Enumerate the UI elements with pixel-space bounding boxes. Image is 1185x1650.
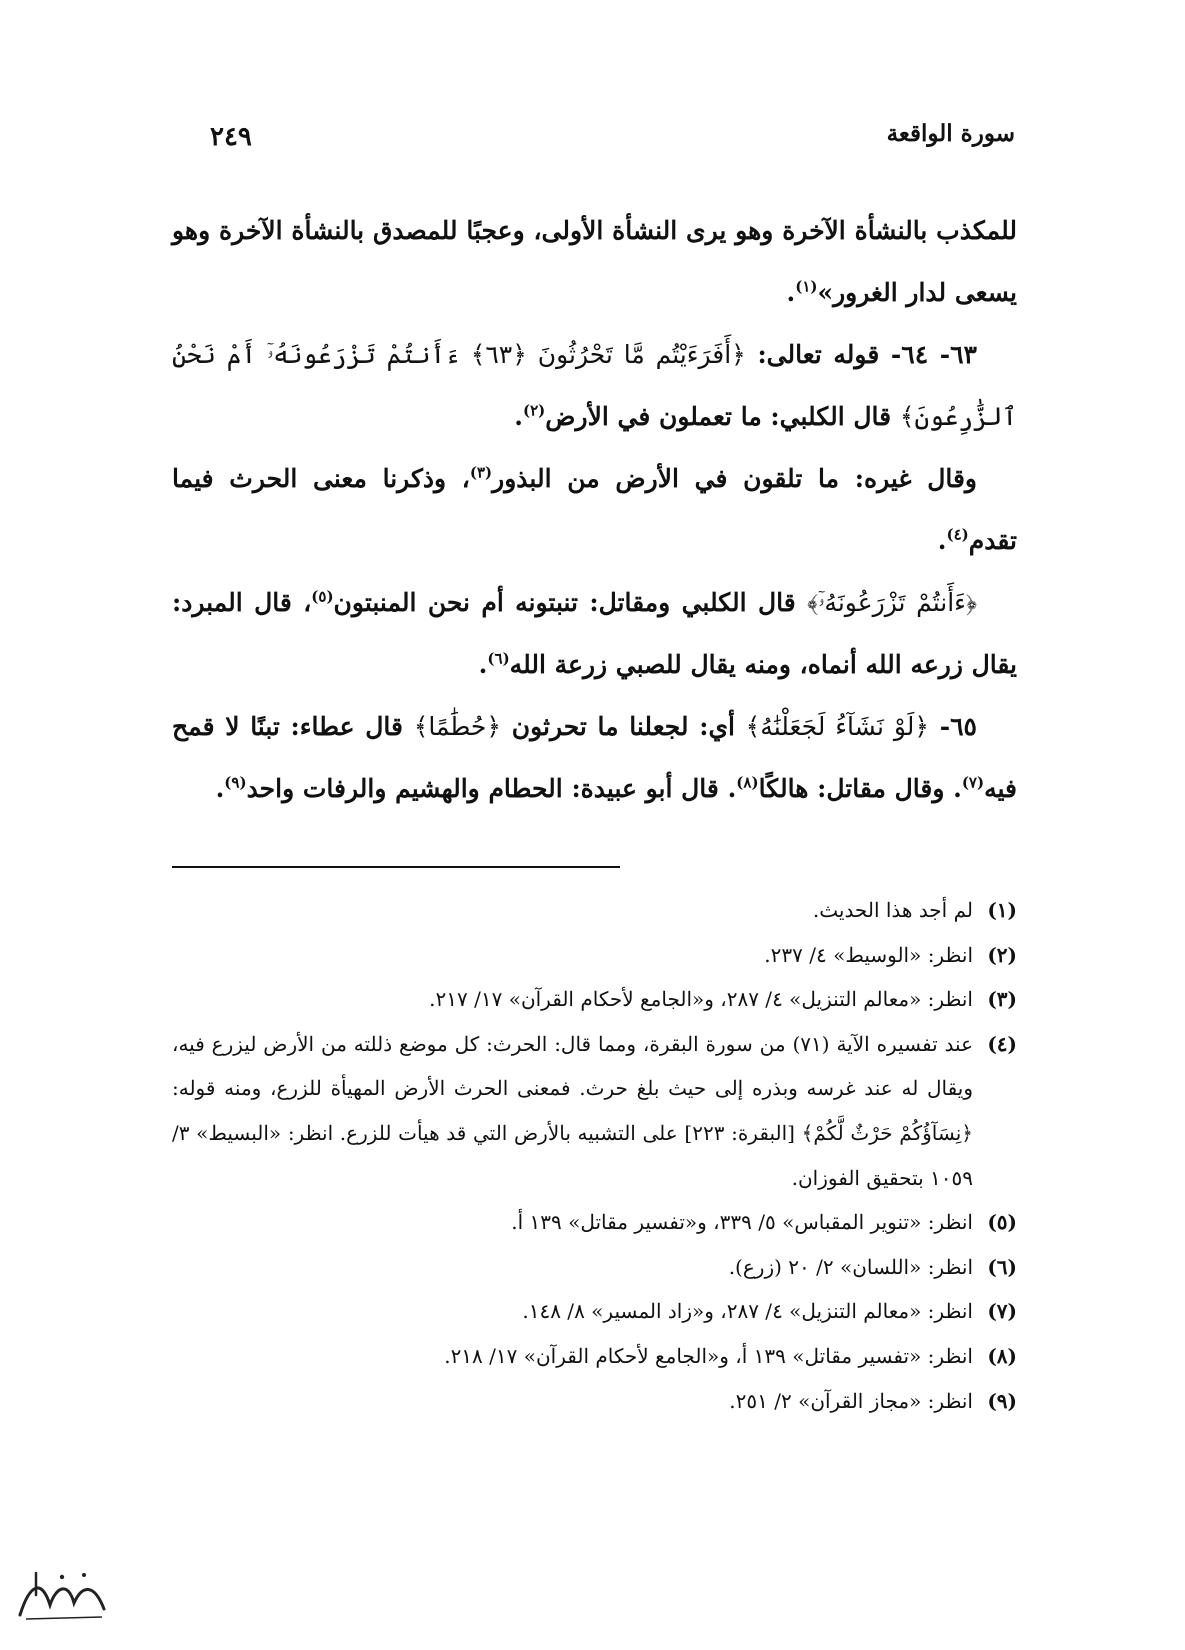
paragraph-5: ٦٥- ﴿لَوْ نَشَآءُ لَجَعَلْنَٰهُ﴾ أي: لجعلنا ما تحرثون ﴿حُطَٰمًا﴾ قال عطاء: تبنًا لا قمح فيه$^{(٧)}$. وقال مقاتل: هالكًا$^{(٨)}$. قال أبو عبيدة: الحطام والهشيم والرفات واحد$^{(٩)}$.	[172, 712, 1017, 803]
footnote-text: لم أجد هذا الحديث.	[812, 898, 973, 922]
paragraph-4: ﴿ءَأَنتُمْ تَزْرَعُونَهُۥٓ﴾ قال الكلبي ومقاتل: تنبتونه أم نحن المنبتون$^{(٥)}$، قال المبرد: يقال زرعه الله أنماه، ومنه يقال للصبي زرعة الله$^{(٦)}$.	[172, 587, 1017, 679]
footnote-text: انظر: «تنوير المقباس» ٥/ ٣٣٩، و«تفسير مقاتل» ١٣٩ أ.	[511, 1210, 973, 1235]
footnote-item	[172, 1022, 1017, 1200]
footnote-ref[interactable]: (٦)	[487, 649, 510, 668]
quran-verse: ﴿حُطَٰمًا﴾	[413, 712, 502, 741]
quran-verse: ﴿ءَأَنتُمْ تَزْرَعُونَهُۥٓ﴾	[807, 588, 977, 617]
footnote-number: (٣)	[987, 987, 1017, 1012]
footnote-item	[172, 888, 1017, 933]
footnote-number: (٨)	[987, 1343, 1017, 1368]
footnote-item	[172, 1245, 1017, 1290]
footnote-number: (٢)	[987, 942, 1017, 967]
footnote-item	[172, 1334, 1017, 1379]
footnote-number: (٧)	[987, 1299, 1017, 1324]
quran-verse: ﴿لَوْ نَشَآءُ لَجَعَلْنَٰهُ﴾	[745, 712, 930, 741]
footnote-number: (٩)	[987, 1388, 1017, 1413]
footnote-number: (١)	[987, 898, 1017, 922]
footnote-ref[interactable]: (٩)	[224, 773, 247, 792]
footnote-item	[172, 1289, 1017, 1334]
main-text	[172, 200, 1017, 820]
paragraph-1: للمكذب بالنشأة الآخرة وهو يرى النشأة الأولى، وعجبًا للمصدق بالنشأة الآخرة وهو يسعى لدار الغرور»$^{(١)}$.	[172, 216, 1017, 307]
footnote-text: انظر: «معالم التنزيل» ٤/ ٢٨٧، و«زاد المسير» ٨/ ١٤٨.	[522, 1299, 973, 1324]
footnote-ref[interactable]: (٧)	[961, 773, 985, 792]
page-number: ٢٤٩	[210, 122, 252, 152]
footnote-ref[interactable]: (٨)	[736, 773, 759, 792]
footnote-ref[interactable]: (١)	[795, 277, 818, 296]
footnote-ref[interactable]: (٤)	[946, 525, 969, 544]
footnote-text: انظر: «اللسان» ٢/ ٢٠ (زرع).	[728, 1254, 973, 1279]
footnote-text: عند تفسيره الآية (٧١) من سورة البقرة، ومما قال: الحرث: كل موضع ذللته من الأرض ليزرع فيه، ويقال له عند غرسه وبذره إلى حيث بلغ حرث. فمعنى الحرث الأرض المهيأة للزرع، ومنه قوله: ﴿نِسَآؤُكُمْ حَرْثٌ لَّكُمْ﴾ [البقرة: ٢٢٣] على التشبيه بالأرض التي قد هيأت للزرع. انظر: «البسيط» ٣/ ١٠٥٩ بتحقيق الفوزان.	[172, 1031, 974, 1190]
footnote-divider	[172, 866, 620, 868]
footnote-number: (٥)	[987, 1210, 1017, 1235]
surah-title: سورة الواقعة	[886, 120, 1015, 147]
footnote-number: (٦)	[987, 1254, 1017, 1279]
footnote-number: (٤)	[987, 1031, 1017, 1056]
footnote-item	[172, 1200, 1017, 1245]
footnote-text: انظر: «الوسيط» ٤/ ٢٣٧.	[764, 942, 973, 967]
paragraph-3: وقال غيره: ما تلقون في الأرض من البذور$^{(٣)}$، وذكرنا معنى الحرث فيما تقدم$^{(٤)}$.	[172, 463, 1017, 555]
footnote-ref[interactable]: (٢)	[523, 401, 546, 420]
footnotes	[172, 888, 1017, 1423]
footnote-ref[interactable]: (٣)	[469, 463, 493, 482]
footnote-item	[172, 933, 1017, 978]
footnote-item	[172, 977, 1017, 1022]
paragraph-2: ٦٣- ٦٤- قوله تعالى: ﴿أَفَرَءَيْتُم مَّا تَحْرُثُونَ ﴿٦٣﴾ ءَأَنتُمْ تَزْرَعُونَهُۥٓ أَمْ نَحْنُ ٱلزَّٰرِعُونَ﴾ قال الكلبي: ما تعملون في الأرض$^{(٢)}$.	[172, 340, 1017, 431]
footnote-item	[172, 1379, 1017, 1424]
footnote-text: انظر: «معالم التنزيل» ٤/ ٢٨٧، و«الجامع لأحكام القرآن» ١٧/ ٢١٧.	[429, 987, 973, 1012]
footnote-text: انظر: «تفسير مقاتل» ١٣٩ أ، و«الجامع لأحكام القرآن» ١٧/ ٢١٨.	[444, 1343, 973, 1368]
quran-verse: ﴿أَفَرَءَيْتُم مَّا تَحْرُثُونَ ﴿٦٣﴾ ءَأَنتُمْ تَزْرَعُونَهُۥٓ أَمْ نَحْنُ ٱلزَّٰرِعُونَ﴾	[172, 340, 1017, 431]
footnote-text: انظر: «مجاز القرآن» ٢/ ٢٥١.	[729, 1388, 973, 1413]
calligraphy-logo-icon	[12, 1565, 112, 1627]
footnote-ref[interactable]: (٥)	[311, 587, 334, 606]
